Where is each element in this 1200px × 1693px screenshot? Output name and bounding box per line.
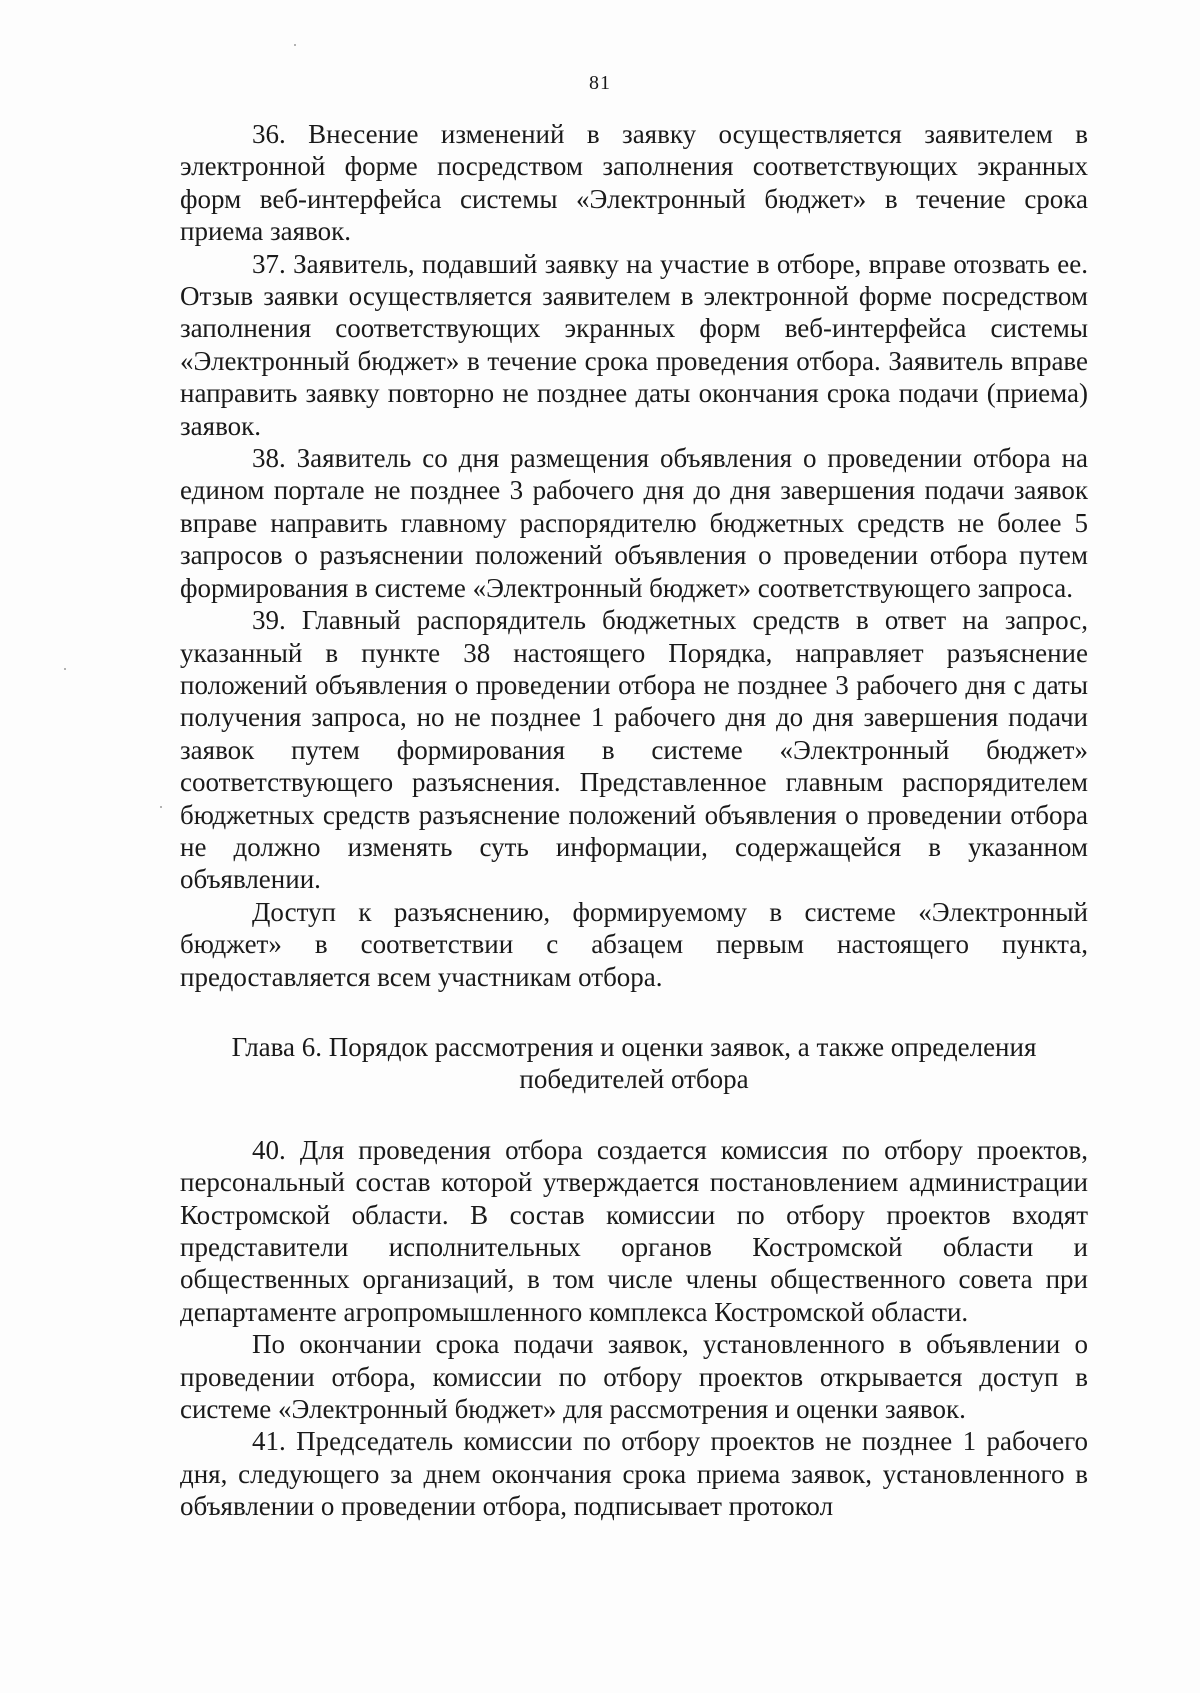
paragraph-39-access: Доступ к разъяснению, формируемому в системе «Электронный бюджет» в соответствии с абзацем первым настоящего пункта, предоставляется всем участникам отбора. (180, 896, 1088, 992)
paragraph-38: 38. Заявитель со дня размещения объявления о проведении отбора на едином портале не позднее 3 рабочего дня до дня завершения подачи заявок вправе направить главному распорядителю бюджетных средств не более 5 запросов о разъяснении положений объявления о проведении отбора путем формирования в системе «Электронный бюджет» соответствующего запроса. (180, 443, 1088, 603)
scan-speck (64, 668, 66, 670)
paragraph-41: 41. Председатель комиссии по отбору проектов не позднее 1 рабочего дня, следующего за днем окончания срока приема заявок, установленного в объявлении о проведении отбора, подписывает протокол (180, 1426, 1088, 1522)
paragraph-36: 36. Внесение изменений в заявку осуществляется заявителем в электронной форме посредством заполнения соответствующих экранных форм веб-интерфейса системы «Электронный бюджет» в течение срока приема заявок. (180, 119, 1088, 247)
paragraph-40-access: По окончании срока подачи заявок, установленного в объявлении о проведении отбора, комиссии по отбору проектов открывается доступ в системе «Электронный бюджет» для рассмотрения и оценки заявок. (180, 1329, 1088, 1425)
chapter-heading (180, 1031, 1088, 1096)
paragraph-40: 40. Для проведения отбора создается комиссия по отбору проектов, персональный состав которой утверждается постановлением администрации Костромской области. В состав комиссии по отбору проектов входят представители исполнительных органов Костромской области и общественных организаций, в том числе члены общественного совета при департаменте агропромышленного комплекса Костромской области. (180, 1134, 1088, 1327)
chapter-heading-line-2: победителей отбора (519, 1064, 749, 1095)
page-number: 81 (589, 72, 611, 94)
paragraph-37: 37. Заявитель, подавший заявку на участие в отборе, вправе отозвать ее. Отзыв заявки осуществляется заявителем в электронной форме посредством заполнения соответствующих экранных форм веб-интерфейса системы «Электронный бюджет» в течение срока проведения отбора. Заявитель вправе направить заявку повторно не позднее даты окончания срока подачи (приема) заявок. (180, 248, 1088, 441)
chapter-heading-line-1: Глава 6. Порядок рассмотрения и оценки заявок, а также определения (231, 1031, 1037, 1062)
scan-speck (160, 806, 162, 808)
scan-speck (294, 44, 296, 46)
document-body (180, 118, 1088, 1523)
paragraph-39: 39. Главный распорядитель бюджетных средств в ответ на запрос, указанный в пункте 38 настоящего Порядка, направляет разъяснение положений объявления о проведении отбора не позднее 3 рабочего дня с даты получения запроса, но не позднее 1 рабочего дня до дня завершения подачи заявок путем формирования в системе «Электронный бюджет» соответствующего разъяснения. Представленное главным распорядителем бюджетных средств разъяснение положений объявления о проведении отбора не должно изменять суть информации, содержащейся в указанном объявлении. (180, 605, 1088, 895)
